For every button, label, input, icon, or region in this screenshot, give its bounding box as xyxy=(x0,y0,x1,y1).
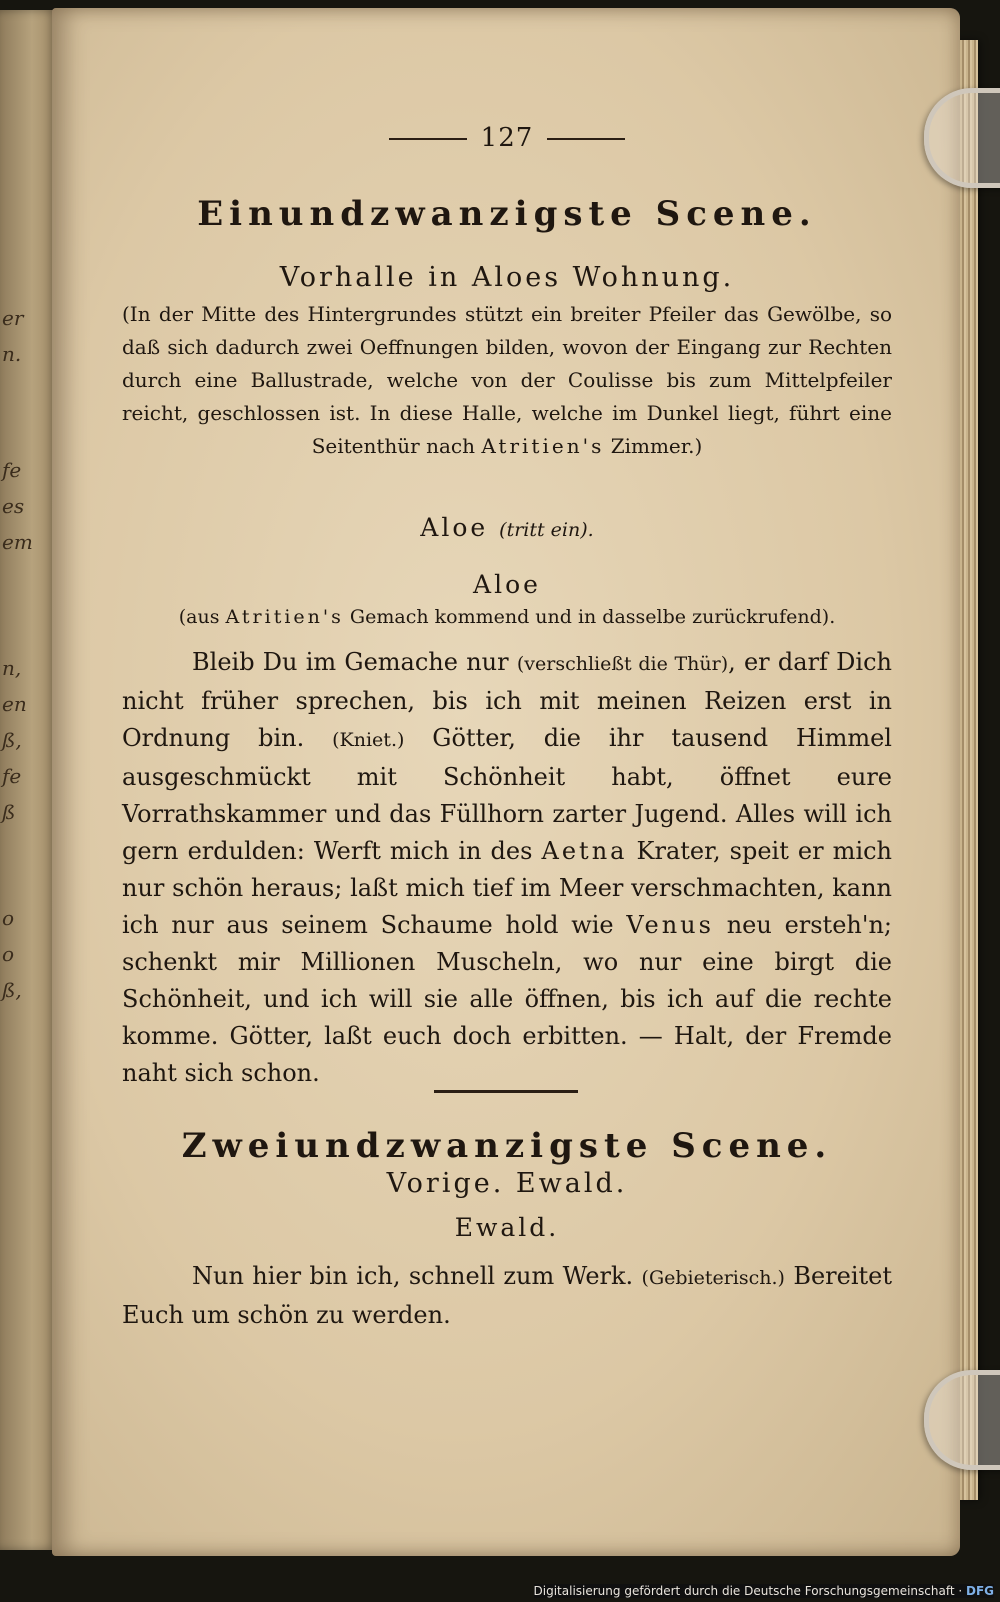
scene-22-speech xyxy=(122,1258,892,1334)
book-page xyxy=(52,8,960,1556)
margin-fragments xyxy=(2,300,32,1008)
scene-21-speaker: Aloe xyxy=(473,570,541,599)
page-number-rule-right xyxy=(547,138,625,140)
entry-name: Aloe xyxy=(420,513,489,542)
stage-text-a: (In der Mitte des Hintergrundes stützt ein breiter Pfeiler das Gewölbe, so daß sich dadurch zwei Oeffnungen bilden, wovon der Eingang zur Rechten durch eine Ballustrade, welche von der Coulisse bis zum Mittelpfeiler reicht, geschlossen ist. In diese Halle, welche im Dunkel liegt, führt eine Seitenthür nach xyxy=(122,302,892,458)
speech-part-5: neu ersteh'n; schenkt mir Millionen Muscheln, wo nur eine birgt die Schönheit, und ich will sie alle öffnen, bis ich auf die rechte komme. Götter, laßt euch doch erbitten. — Halt, der Fremde naht sich schon. xyxy=(122,911,892,1087)
margin-fragment: em xyxy=(2,530,33,554)
scene-22-cast: Vorige. Ewald. xyxy=(386,1168,628,1199)
margin-fragment: n, xyxy=(2,656,22,680)
margin-fragment: en xyxy=(2,692,27,716)
speech-name-aetna: Aetna xyxy=(541,837,628,865)
margin-fragment: ß xyxy=(2,800,16,824)
margin-fragment: ß, xyxy=(2,728,22,752)
speech-part-4: Krater, speit er mich nur schön heraus; laßt mich tief im Meer verschmachten, kann ich nur aus seinem Schaume hold wie xyxy=(122,837,893,939)
page-number-value: 127 xyxy=(480,123,534,153)
entry-line xyxy=(122,513,892,542)
speech22-direction: (Gebieterisch.) xyxy=(641,1267,785,1289)
speech-name-venus: Venus xyxy=(626,911,714,939)
speech-part-1: Bleib Du im Gemache nur xyxy=(192,648,517,676)
speech-part-3: Götter, die ihr tausend Himmel ausgeschmückt mit Schönheit habt, öffnet eure Vorrathskammer und das Füllhorn zarter Jugend. Alles will ich gern erdulden: Werft mich in des xyxy=(122,724,892,865)
dfg-logo: DFG xyxy=(965,1584,994,1598)
margin-fragment: es xyxy=(2,494,25,518)
speaker-dir-a: (aus xyxy=(178,606,226,628)
paper-clip-bottom xyxy=(924,1370,1000,1470)
entry-direction: (tritt ein). xyxy=(499,519,594,541)
digitization-footer xyxy=(534,1584,994,1598)
margin-fragment: ß, xyxy=(2,978,22,1002)
scene-21-location: Vorhalle in Aloes Wohnung. xyxy=(279,262,735,293)
scene-22-speaker: Ewald. xyxy=(454,1213,560,1242)
speech-direction-1: (verschließt die Thür) xyxy=(516,653,729,675)
speech-part-2: , er darf Dich nicht früher sprechen, bis ich mit meinen Reizen erst in Ordnung bin. xyxy=(122,648,892,752)
speaker-dir-b: Gemach kommend und in dasselbe zurückrufend). xyxy=(343,606,836,628)
stage-name: Atritien's xyxy=(481,434,605,458)
margin-fragment: er xyxy=(2,306,24,330)
margin-fragment: fe xyxy=(2,764,22,788)
margin-fragment: o xyxy=(2,906,15,930)
speech22-part-1: Nun hier bin ich, schnell zum Werk. xyxy=(192,1262,642,1290)
scene-21-stage-direction xyxy=(122,298,892,463)
scene-21-title: Einundzwanzigste Scene. xyxy=(197,194,817,234)
margin-fragment: n. xyxy=(2,342,22,366)
margin-fragment: fe xyxy=(2,458,22,482)
page-number-rule-left xyxy=(389,138,467,140)
footer-text: Digitalisierung gefördert durch die Deutsche Forschungsgemeinschaft · xyxy=(533,1584,966,1598)
previous-page-edge xyxy=(0,10,58,1550)
paper-clip-top xyxy=(924,88,1000,188)
speech22-part-2: Bereitet Euch um schön zu werden. xyxy=(122,1262,893,1329)
speech-direction-2: (Kniet.) xyxy=(332,729,405,751)
speaker-dir-name: Atritien's xyxy=(225,606,344,628)
scene-22-title: Zweiundzwanzigste Scene. xyxy=(181,1126,833,1166)
margin-fragment: o xyxy=(2,942,15,966)
speaker-direction xyxy=(122,606,892,628)
page-number xyxy=(122,123,892,153)
scene-21-speech xyxy=(122,644,892,1092)
scene-divider xyxy=(434,1090,578,1093)
stage-text-b: Zimmer.) xyxy=(604,434,703,458)
